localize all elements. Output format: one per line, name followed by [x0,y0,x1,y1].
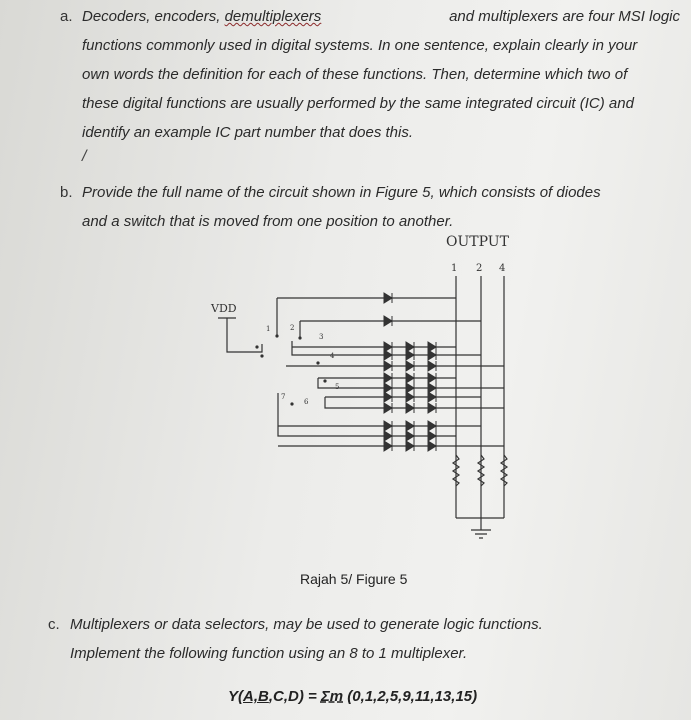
question-a-label: a. [60,8,73,25]
question-b-label: b. [60,184,73,201]
switch-contact-6 [323,379,326,382]
switch-wire-2 [300,321,481,338]
question-c-line-2: Implement the following function using an 8 to 1 multiplexer. [70,645,468,662]
diode-27 [384,431,392,441]
switch-pos-7-label: 7 [281,393,286,401]
question-c-label: c. [48,616,60,633]
switch-pos-3-label: 3 [319,333,324,341]
diode-23 [428,403,436,413]
switch-contact-0 [255,345,258,348]
question-a-line-2: functions commonly used in digital systems. In one sentence, explain clearly in your [82,37,638,54]
question-a-text-start: Decoders, encoders, [82,8,221,25]
diode-10 [406,361,414,371]
switch-contact-pivot [260,354,263,357]
switch-pos-1-label: 1 [266,325,271,333]
switch-pos-6-label: 6 [304,398,309,406]
diode-7 [406,350,414,360]
vdd-label: VDD [211,302,237,315]
equation-sigma: Σm [320,688,344,705]
diode-12 [384,373,392,383]
question-a-text-end: and multiplexers are four MSI logic [449,8,680,25]
equation-suffix: ,C,D) = [268,688,321,705]
diode-18 [384,392,392,402]
question-a-line-3: own words the definition for each of these functions. Then, determine which two of [82,66,628,83]
diode-20 [428,392,436,402]
diode-17 [428,383,436,393]
diode-14 [428,373,436,383]
switch-pos-5-label: 5 [335,383,340,391]
ground-symbol [471,530,491,538]
handwritten-mark: / [82,148,87,165]
diode-11 [428,361,436,371]
diode-2 [384,316,392,326]
switch-wire-1 [277,298,456,336]
diode-array [384,293,436,451]
question-c-line-1 [48,610,678,639]
vdd-rail [218,318,262,352]
question-b-line-2: and a switch that is moved from one position to another. [82,213,454,230]
question-a-line-4: these digital functions are usually performed by the same integrated circuit (IC) and [82,95,634,112]
switch-contact-4 [316,361,319,364]
output-bit-4-label: 4 [499,263,506,274]
boolean-equation [228,688,477,705]
diode-28 [406,431,414,441]
output-bit-2-label: 2 [476,263,483,274]
switch-contact-7 [290,402,293,405]
misspelled-word: demultiplexers [224,8,322,25]
question-c-text: Multiplexers or data selectors, may be used to generate logic functions. [70,616,543,633]
diode-29 [428,431,436,441]
diode-21 [384,403,392,413]
diode-15 [384,383,392,393]
figure-caption: Rajah 5/ Figure 5 [300,571,408,587]
switch-contact-2 [298,336,301,339]
diode-31 [406,441,414,451]
diode-6 [384,350,392,360]
diode-8 [428,350,436,360]
diode-26 [428,421,436,431]
equation-ab: A,B [243,688,269,705]
question-b-text: Provide the full name of the circuit shown in Figure 5, which consists of diodes [82,184,601,201]
diode-16 [406,383,414,393]
question-c [48,610,678,668]
output-label: OUTPUT [446,234,509,250]
output-bit-1-label: 1 [451,263,458,274]
diode-32 [428,441,436,451]
diode-30 [384,441,392,451]
diode-22 [406,403,414,413]
question-a-line-5: identify an example IC part number that does this. [82,124,414,141]
switch-contact-1 [275,334,278,337]
switch-pos-4-label: 4 [330,352,335,360]
ground-bus [456,518,504,530]
diode-13 [406,373,414,383]
diode-25 [406,421,414,431]
diode-1 [384,293,392,303]
switch-pos-2-label: 2 [290,324,295,332]
switch-wire-7 [278,393,504,446]
equation-minterms: (0,1,2,5,9,11,13,15) [343,688,478,705]
diode-19 [406,392,414,402]
diode-9 [384,361,392,371]
diode-24 [384,421,392,431]
equation-prefix: Y( [228,688,243,705]
